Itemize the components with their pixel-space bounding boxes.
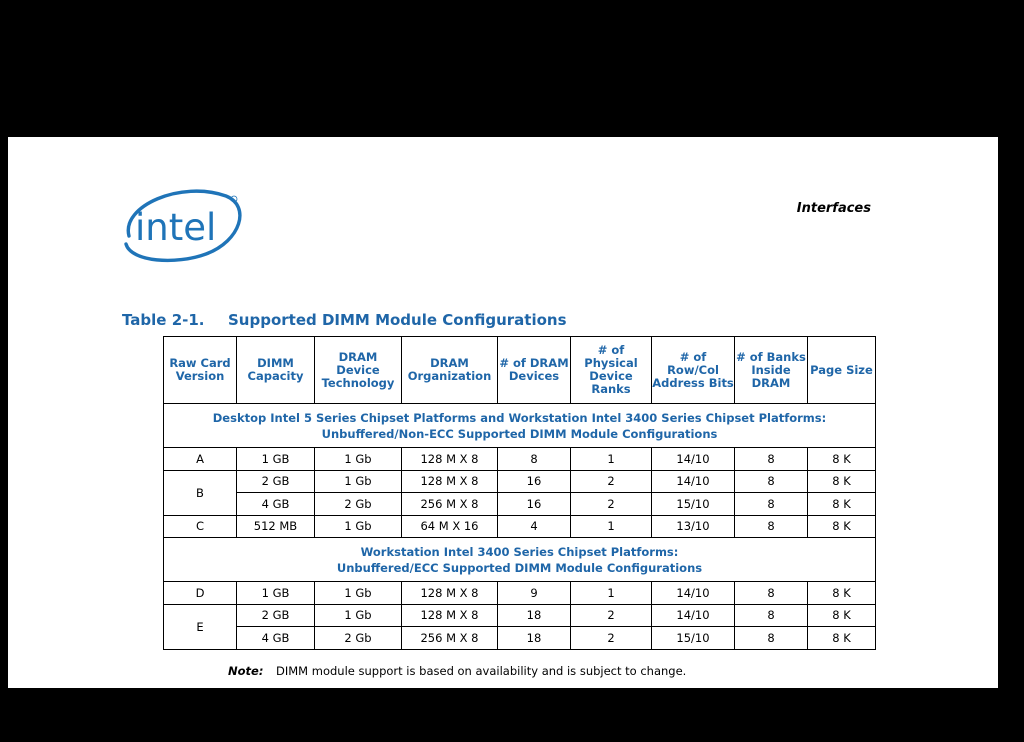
raw-card-version-cell: C (164, 515, 237, 538)
document-page (8, 137, 998, 688)
table-cell: 8 (735, 470, 808, 493)
table-row (164, 493, 876, 516)
table-row (164, 515, 876, 538)
group-heading-line1: Workstation Intel 3400 Series Chipset Platforms: (360, 544, 679, 559)
table-cell: 16 (498, 470, 571, 493)
group-heading (164, 538, 876, 582)
table-cell: 512 MB (237, 515, 315, 538)
table-cell: 128 M X 8 (402, 448, 498, 471)
table-row (164, 627, 876, 650)
column-header: # of Row/Col Address Bits (652, 337, 735, 404)
table-row (164, 582, 876, 605)
column-header: DIMM Capacity (237, 337, 315, 404)
column-header: DRAM Organization (402, 337, 498, 404)
table-cell: 1 (571, 448, 652, 471)
column-header: Page Size (808, 337, 876, 404)
table-number: Table 2-1. (122, 311, 205, 329)
column-header: # of Banks Inside DRAM (735, 337, 808, 404)
table-row (164, 448, 876, 471)
table-cell: 256 M X 8 (402, 627, 498, 650)
table-cell: 2 (571, 627, 652, 650)
table-cell: 8 K (808, 448, 876, 471)
column-header: # of Physical Device Ranks (571, 337, 652, 404)
group-heading-line1: Desktop Intel 5 Series Chipset Platforms and Workstation Intel 3400 Series Chipset Platforms: (212, 410, 827, 425)
table-cell: 8 (735, 493, 808, 516)
table-cell: 8 K (808, 627, 876, 650)
table-cell: 8 (735, 604, 808, 627)
table-cell: 128 M X 8 (402, 604, 498, 627)
logo-wordmark: intel (135, 206, 217, 249)
dimm-config-table (163, 336, 876, 650)
note-label: Note: (228, 664, 264, 678)
table-cell: 14/10 (652, 604, 735, 627)
table-cell: 8 K (808, 515, 876, 538)
table-cell: 1 GB (237, 448, 315, 471)
table-cell: 2 GB (237, 604, 315, 627)
table-cell: 8 K (808, 582, 876, 605)
column-header: # of DRAM Devices (498, 337, 571, 404)
group-heading-row (164, 404, 876, 448)
table-cell: 8 K (808, 604, 876, 627)
table-cell: 4 GB (237, 627, 315, 650)
table-cell: 64 M X 16 (402, 515, 498, 538)
column-header: DRAM Device Technology (315, 337, 402, 404)
table-cell: 14/10 (652, 448, 735, 471)
table-cell: 1 (571, 515, 652, 538)
group-heading (164, 404, 876, 448)
table-body (164, 404, 876, 650)
table-cell: 15/10 (652, 493, 735, 516)
table-cell: 2 (571, 470, 652, 493)
table-cell: 256 M X 8 (402, 493, 498, 516)
table-cell: 18 (498, 627, 571, 650)
table-cell: 2 (571, 604, 652, 627)
group-heading-row (164, 538, 876, 582)
raw-card-version-cell: D (164, 582, 237, 605)
table-cell: 8 (735, 627, 808, 650)
table-cell: 4 GB (237, 493, 315, 516)
table-cell: 2 Gb (315, 627, 402, 650)
table-cell: 1 GB (237, 582, 315, 605)
table-row (164, 604, 876, 627)
table-row (164, 470, 876, 493)
table-cell: 1 Gb (315, 515, 402, 538)
table-header-row (164, 337, 876, 404)
table-caption (122, 311, 567, 329)
raw-card-version-cell: A (164, 448, 237, 471)
table-cell: 16 (498, 493, 571, 516)
table-cell: 1 Gb (315, 582, 402, 605)
table-cell: 128 M X 8 (402, 470, 498, 493)
table-cell: 1 Gb (315, 448, 402, 471)
table-cell: 1 (571, 582, 652, 605)
intel-logo (121, 186, 243, 268)
table-cell: 1 Gb (315, 470, 402, 493)
table-cell: 8 K (808, 470, 876, 493)
table-cell: 2 Gb (315, 493, 402, 516)
raw-card-version-cell: E (164, 604, 237, 649)
table-cell: 2 GB (237, 470, 315, 493)
column-header: Raw Card Version (164, 337, 237, 404)
table-cell: 14/10 (652, 582, 735, 605)
table-cell: 4 (498, 515, 571, 538)
group-heading-line2: Unbuffered/Non-ECC Supported DIMM Module Configurations (321, 426, 718, 441)
table-cell: 8 (735, 515, 808, 538)
table-cell: 128 M X 8 (402, 582, 498, 605)
table-cell: 8 (735, 582, 808, 605)
table-note (228, 664, 686, 678)
raw-card-version-cell: B (164, 470, 237, 515)
table-cell: 14/10 (652, 470, 735, 493)
table-cell: 8 (735, 448, 808, 471)
table-cell: 8 K (808, 493, 876, 516)
section-title: Interfaces (796, 201, 871, 216)
table-cell: 9 (498, 582, 571, 605)
table-title: Supported DIMM Module Configurations (228, 311, 567, 329)
table-cell: 2 (571, 493, 652, 516)
table-cell: 18 (498, 604, 571, 627)
table-cell: 15/10 (652, 627, 735, 650)
group-heading-line2: Unbuffered/ECC Supported DIMM Module Configurations (336, 560, 703, 575)
table-cell: 1 Gb (315, 604, 402, 627)
table-cell: 13/10 (652, 515, 735, 538)
table-cell: 8 (498, 448, 571, 471)
note-text: DIMM module support is based on availability and is subject to change. (276, 664, 687, 678)
